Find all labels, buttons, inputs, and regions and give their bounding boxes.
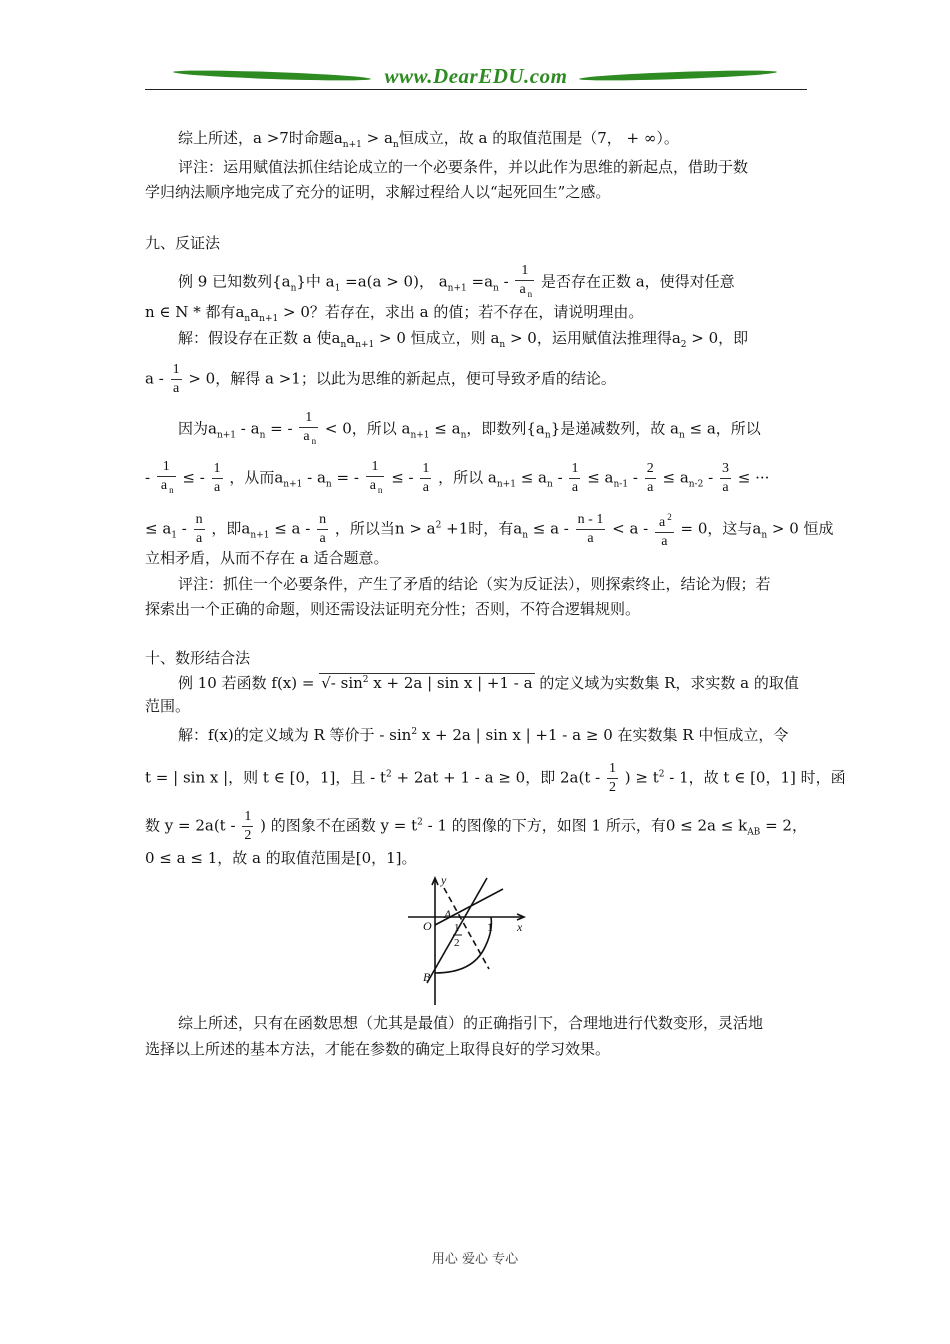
solution-line: ≤ $a_1$ - $\frac{n}{a}$ ，即$a_{n+1} \le a$ - $\frac{n}{a}$ ，所以当$n > a^2 +1$时，有$a_n \le a$ - $\frac{n - 1}{a}$ < a - $\frac{a ^2}{a}$ = 0，这与$a_n > 0$ 恒成 (145, 508, 834, 551)
comment-line: 评注：抓住一个必要条件，产生了矛盾的结论（实为反证法），则探索终止，结论为假；若 (178, 575, 771, 593)
page-footer: 用心 爱心 专心 (431, 1252, 519, 1267)
fraction: $\frac{1}{a}$ (571, 460, 579, 495)
fraction: $\frac{1}{2}$ (244, 809, 252, 843)
half-denominator: 2 (454, 937, 460, 949)
origin-label: O (423, 919, 432, 933)
summary-line: 综上所述，只有在函数思想（尤其是最值）的正确指引下，合理地进行代数变形，灵活地 (178, 1014, 764, 1032)
square-root: √- $\sin^2 x + 2a$ | sin x | +1 - a (321, 674, 533, 692)
solution-line: 数 y = 2a(t - $\frac{1}{2}$ ) 的图象不在函数 $y = t^2 - 1$ 的图像的下方，如图 1 所示，有$0 \le 2a \le k_{AB} = 2$， (145, 809, 807, 843)
header-rule (145, 89, 807, 90)
fraction: $\frac{n}{a}$ (195, 511, 203, 546)
fraction: $\frac{1}{a _n}$ (157, 458, 176, 499)
fraction: $\frac{a ^2}{a}$ (655, 508, 674, 551)
graph-figure (405, 873, 535, 1005)
tick-1-label: 1 (487, 920, 493, 934)
solution-line: 0 ≤ a ≤ 1，故 a 的取值范围是[0，1]。 (145, 849, 417, 867)
parabola-curve (435, 917, 491, 973)
example-10-line: 例 10 若函数 f(x) = √- $\sin^2 x + 2a$ | sin x | +1 - a 的定义域为实数集 R，求实数 a 的取值 (178, 674, 799, 692)
fraction: $\frac{3}{a}$ (721, 460, 729, 495)
solution-line: 立相矛盾，从而不存在 a 适合题意。 (145, 549, 389, 567)
site-logo: www.DearEDU.com (384, 64, 568, 88)
solution-line: 解：f(x)的定义域为 R 等价于 - $\sin^2 x + 2a$ | sin x | +1 - a ≥ 0 在实数集 R 中恒成立，令 (178, 726, 789, 744)
solution-line: - $\frac{1}{a _n}$ ≤ - $\frac{1}{a}$ ，从而$a_{n+1} - a_n$ = - $\frac{1}{a _n}$ ≤ - $\frac{1}{a}$ ，所以 $a_{n+1} \le a_n$ - $\frac{1}{a}$ ≤ $a_{n-1}$ - $\frac{2}{a}$ ≤ $a_{n-2}$ - $\frac{3}{a}$ ≤ ··· (145, 458, 769, 499)
section-title: 十、数形结合法 (145, 649, 251, 667)
page-header (145, 60, 807, 92)
fraction: $\frac{n - 1}{a}$ (577, 511, 604, 546)
question-line: n ∈ N * 都有$a_na_{n+1} > 0$？若存在，求出 a 的值；若不存在，请说明理由。 (145, 303, 644, 324)
comment-line: 探索出一个正确的命题，则还需设法证明充分性；否则，不符合逻辑规则。 (145, 600, 641, 618)
fraction: $\frac{n}{a}$ (319, 511, 327, 546)
comment-line: 评注：运用赋值法抓住结论成立的一个必要条件，并以此作为思维的新起点，借助于数 (178, 158, 749, 176)
summary-line: 选择以上所述的基本方法，才能在参数的确定上取得良好的学习效果。 (145, 1040, 611, 1058)
text-line: 范围。 (145, 697, 191, 715)
y-axis-label: y (441, 873, 447, 887)
half-numerator: 1 (454, 922, 460, 934)
text-line: 综上所述，a >7时命题$a_{n+1} > a_n$恒成立，故 a 的取值范围是（7， + ∞）。 (178, 129, 679, 150)
x-axis-label: x (517, 920, 523, 934)
fraction: $\frac{1}{a _n}$ (515, 262, 534, 303)
solution-line: 解：假设存在正数 a 使$a_na_{n+1} > 0$ 恒成立，则 $a_n > 0$，运用赋值法推理得$a_2 > 0$，即 (178, 329, 749, 350)
fraction: $\frac{2}{a}$ (646, 460, 654, 495)
fraction: $\frac{1}{a}$ (213, 460, 221, 495)
section-title: 九、反证法 (145, 234, 221, 252)
comment-line: 学归纳法顺序地完成了充分的证明，求解过程给人以“起死回生”之感。 (145, 183, 611, 201)
solution-line: a - $\frac{1}{a}$ > 0，解得 a >1；以此为思维的新起点，便可导致矛盾的结论。 (145, 362, 616, 396)
fraction: $\frac{1}{a}$ (422, 460, 430, 495)
point-a-label: A (444, 907, 452, 921)
example-9-line: 例 9 已知数列$\{a_n\}$中 $a_1 =a(a > 0)$， $a_{n+1} =a_n$ - $\frac{1}{a _n}$ 是否存在正数 a，使得对任意 (178, 262, 735, 303)
solution-line: t = | sin x |，则 t ∈ [0，1]，且 - $t^2 + 2at + 1 - a \ge 0$，即 2a(t - $\frac{1}{2}$ ) ≥ $t^2 - 1$，故 t ∈ [0，1] 时，函 (145, 761, 846, 795)
fraction: $\frac{1}{a}$ (172, 362, 180, 396)
fraction: $\frac{1}{a _n}$ (299, 409, 318, 450)
solution-line: 因为$a_{n+1} - a_n$ = - $\frac{1}{a _n}$ < 0，所以 $a_{n+1} \le a_n$，即数列$\{a_n\}$是递减数列，故 $a_n \le a$，所以 (178, 409, 761, 450)
point-b-label: B (423, 970, 431, 984)
fraction: $\frac{1}{a _n}$ (366, 458, 385, 499)
fraction: $\frac{1}{2}$ (608, 761, 616, 795)
